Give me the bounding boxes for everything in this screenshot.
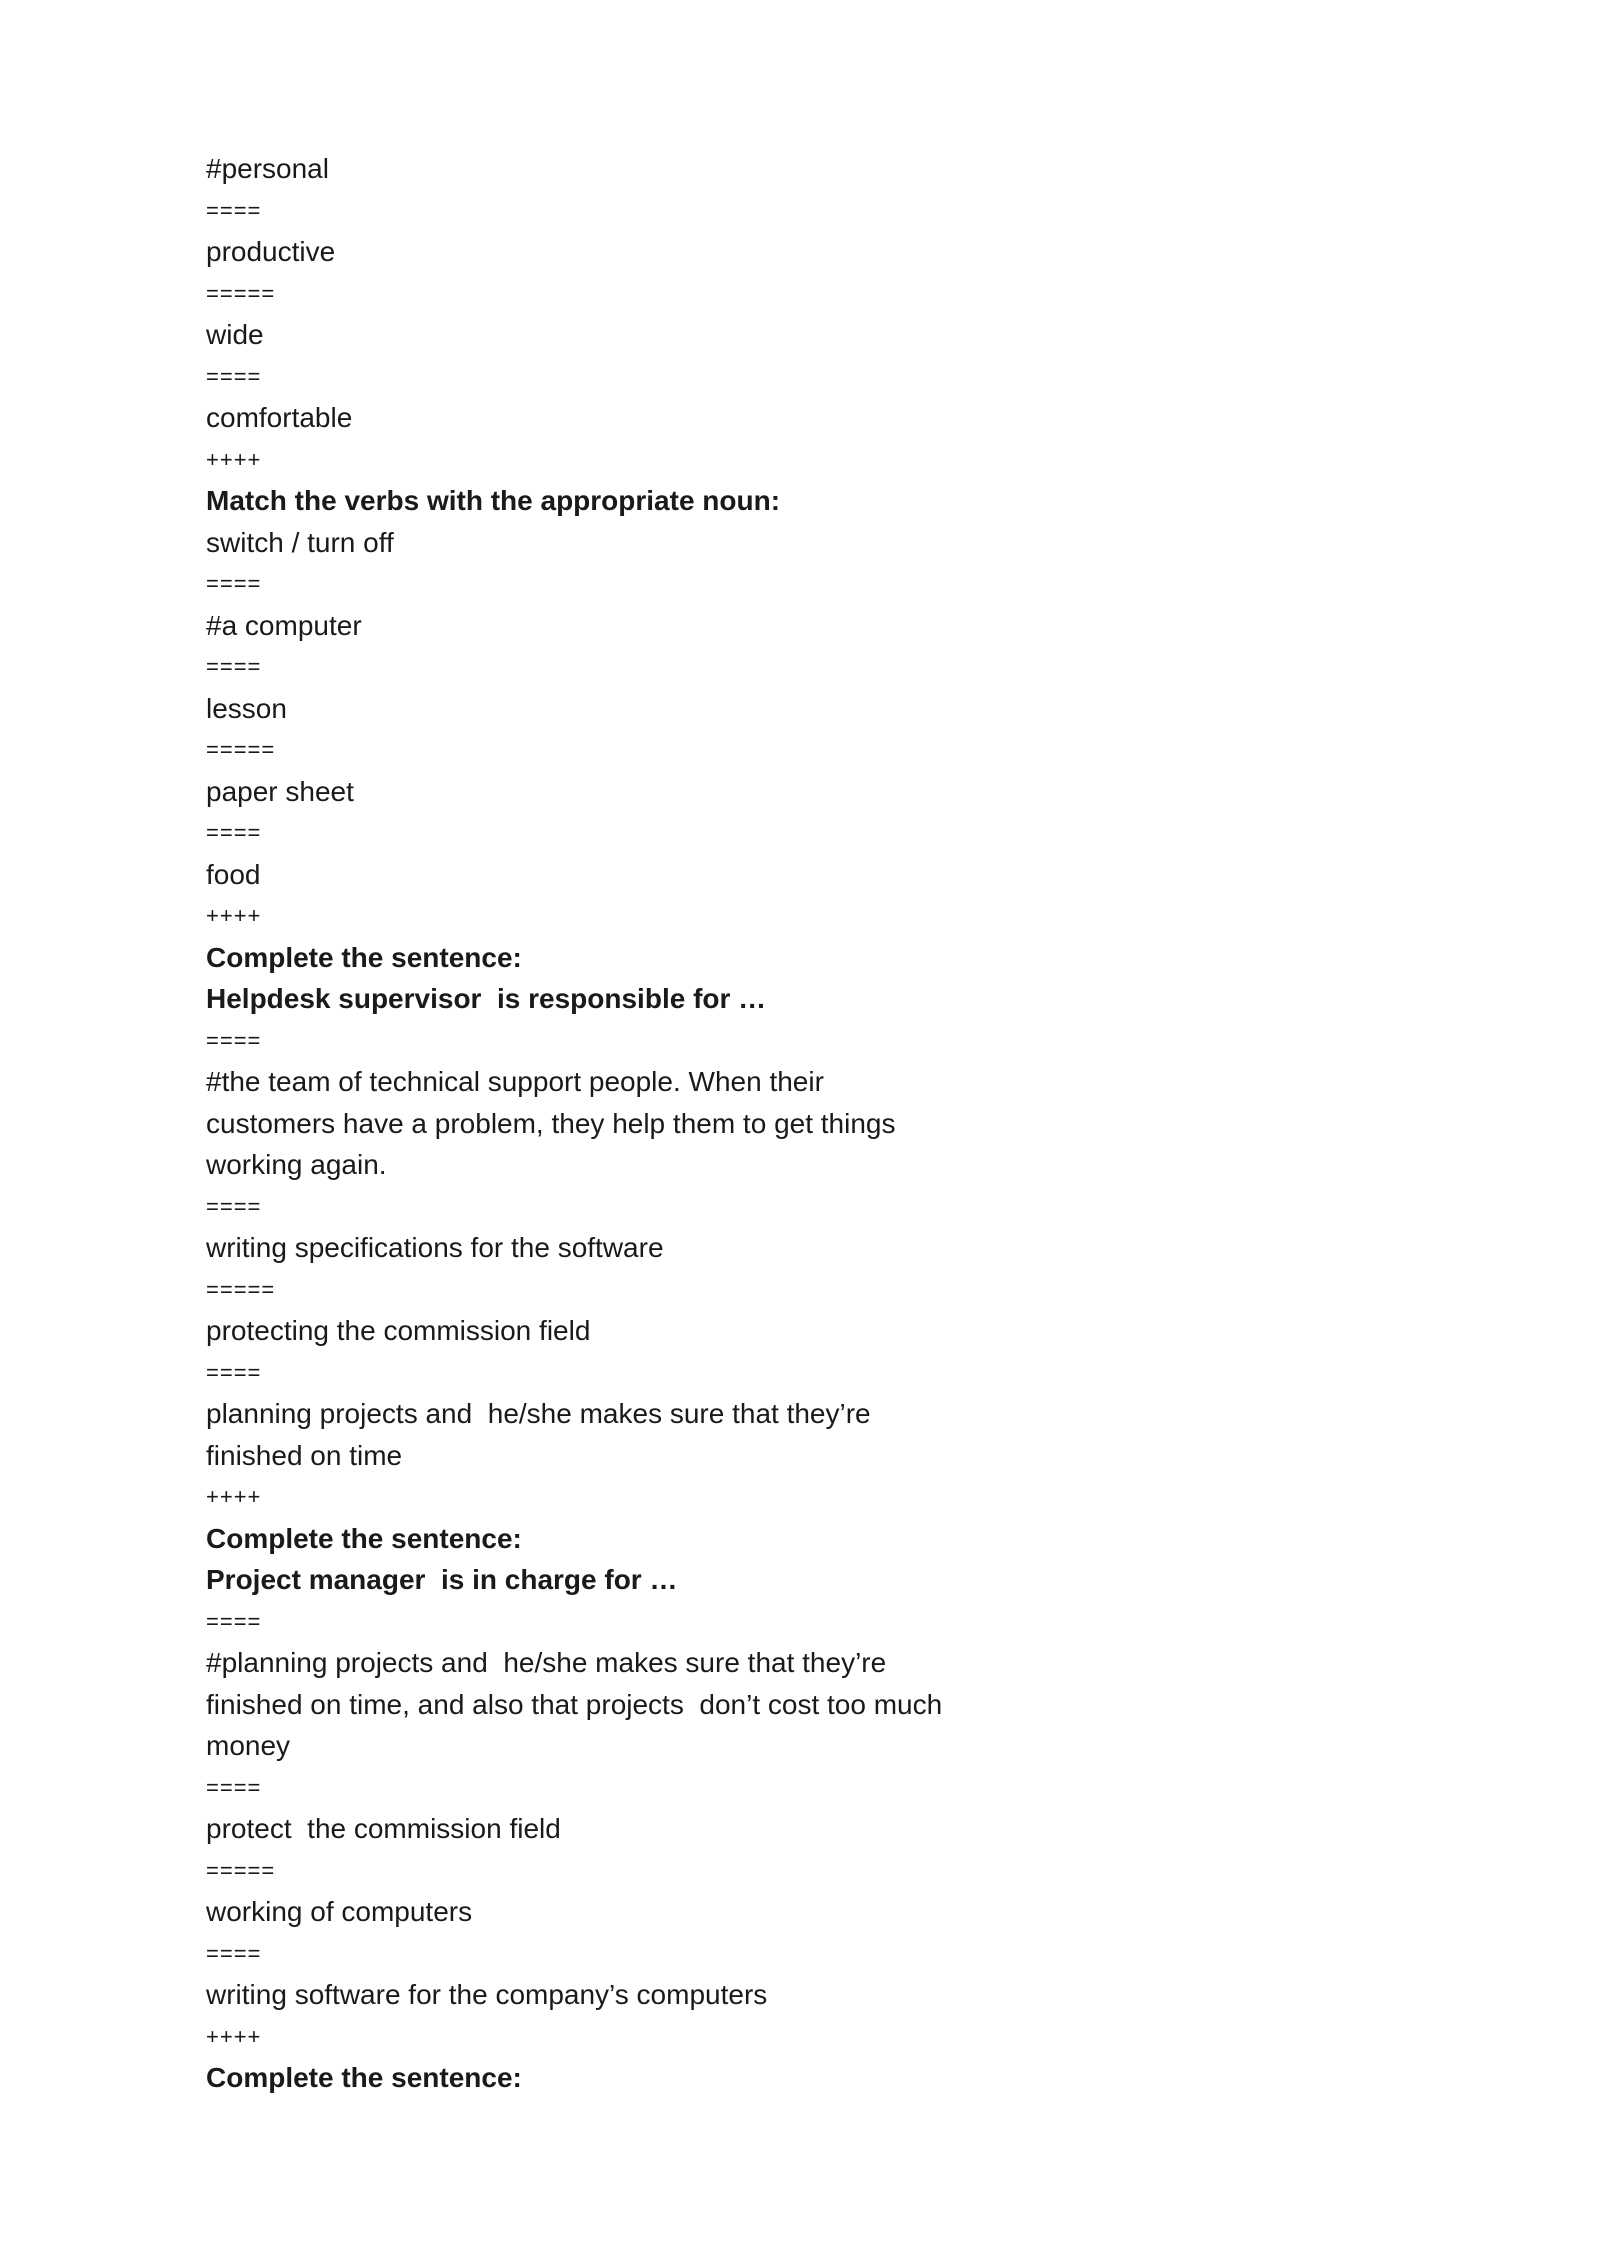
option-line: paper sheet (206, 775, 354, 807)
separator-line: ==== (206, 1193, 262, 1219)
separator-line: ==== (206, 820, 262, 845)
question-heading: Complete the sentence: (206, 2062, 522, 2093)
option-line: #the team of technical support people. When their (206, 1066, 824, 1097)
separator-line: ===== (206, 1276, 276, 1302)
option-line: finished on time, and also that projects don’t cost too much (206, 1688, 943, 1720)
option-line: planning projects and he/she makes sure that they’re (206, 1398, 871, 1429)
separator-line: ==== (206, 1940, 262, 1966)
question-prompt: switch / turn off (206, 526, 394, 558)
separator-line: ==== (206, 1774, 262, 1800)
option-line: wide (206, 319, 264, 350)
option-line: writing software for the company’s computers (206, 1979, 768, 2010)
option-line: protect the commission field (206, 1813, 561, 1844)
option-line: #a computer (206, 609, 362, 641)
separator-line: ==== (206, 197, 262, 223)
separator-line: ==== (206, 1608, 262, 1634)
option-line: #personal (206, 153, 329, 184)
separator-line: ===== (206, 280, 276, 306)
option-line: working of computers (206, 1896, 473, 1927)
option-line: customers have a problem, they help them to get things (206, 1107, 896, 1139)
option-line: comfortable (206, 402, 353, 433)
question-heading: Complete the sentence: (206, 1522, 522, 1554)
question-separator: ++++ (206, 1484, 262, 1509)
separator-line: ===== (206, 737, 276, 762)
question-prompt: Helpdesk supervisor is responsible for … (206, 983, 767, 1014)
option-line: writing specifications for the software (206, 1232, 664, 1263)
separator-line: ==== (206, 363, 262, 389)
document-page (206, 148, 1106, 2099)
option-line: finished on time (206, 1439, 403, 1471)
option-line: #planning projects and he/she makes sure that they’re (206, 1647, 887, 1678)
option-line: working again. (206, 1149, 387, 1180)
option-line: protecting the commission field (206, 1315, 591, 1346)
option-line: money (206, 1730, 291, 1761)
question-separator: ++++ (206, 903, 262, 928)
separator-line: ==== (206, 1027, 262, 1053)
question-heading: Match the verbs with the appropriate noun: (206, 485, 781, 516)
separator-line: ==== (206, 654, 262, 679)
separator-line: ==== (206, 1359, 262, 1385)
separator-line: ===== (206, 1857, 276, 1883)
option-line: food (206, 858, 261, 890)
question-separator: ++++ (206, 2023, 262, 2049)
question-heading: Complete the sentence: (206, 941, 522, 973)
separator-line: ==== (206, 571, 262, 596)
option-line: productive (206, 236, 336, 267)
option-line: lesson (206, 692, 287, 724)
question-separator: ++++ (206, 446, 262, 472)
question-prompt: Project manager is in charge for … (206, 1564, 678, 1595)
